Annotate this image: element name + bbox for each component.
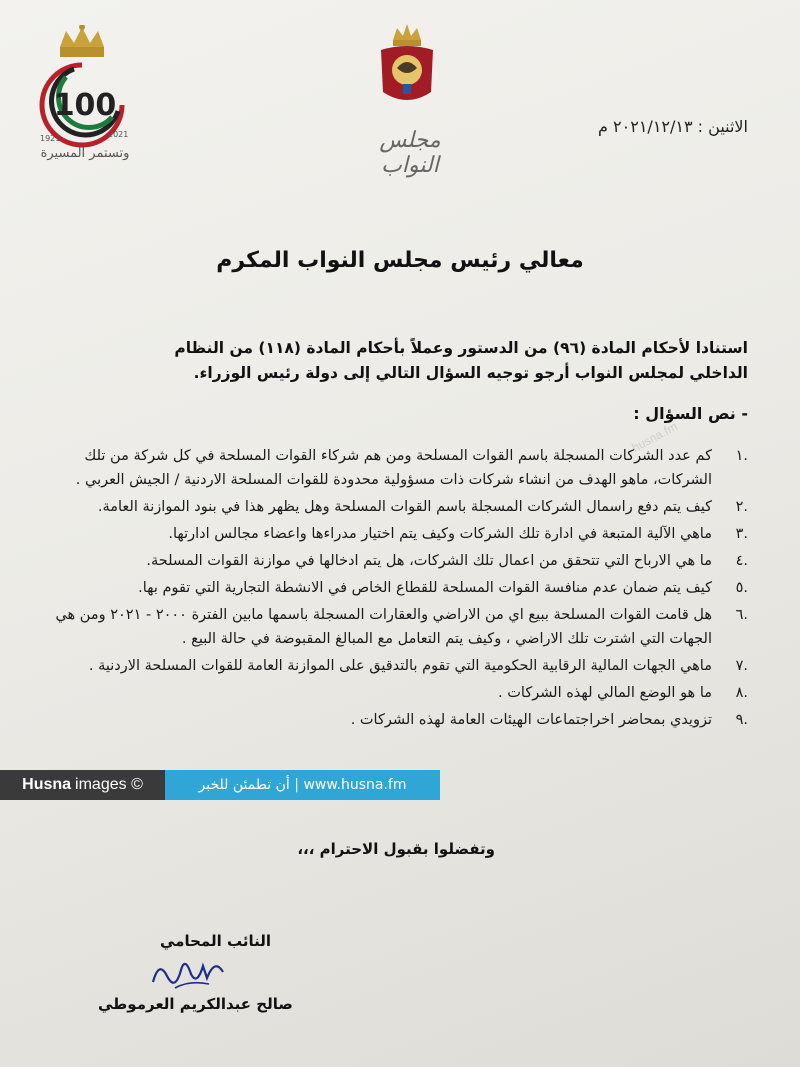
- question-number: .٣: [735, 526, 748, 542]
- question-text: ما هي الارباح التي تتحقق من اعمال تلك الشركات، هل يتم ادخالها في موازنة القوات المسلحة.: [146, 553, 712, 569]
- question-text: كيف يتم ضمان عدم منافسة القوات المسلحة للقطاع الخاص في الانشطة التجارية التي تقوم بها.: [138, 580, 712, 596]
- brand-bold: Husna: [22, 776, 72, 793]
- question-item: [48, 495, 748, 519]
- question-text: ماهي الآلية المتبعة في ادارة تلك الشركات وكيف يتم اختيار مدراءها واعضاء مجالس ادارتها.: [168, 526, 712, 542]
- signature-title: النائب المحامي: [160, 932, 271, 950]
- husna-strip: أن تطمئن للخبر | www.husna.fm: [165, 770, 440, 800]
- question-number: .٩: [735, 712, 748, 728]
- question-text: هل قامت القوات المسلحة ببيع اي من الاراضي والعقارات المسجلة باسمها مابين الفترة ٢٠٠٠ - ٢٠٢١ ومن هي الجهات التي اشترت تلك الاراضي ، وكيف يتم التعامل مع المبالغ المقبوضة في حالة البيع .: [55, 607, 712, 647]
- letter-date: الاثنين : ٢٠٢١/١٢/١٣ م: [598, 117, 748, 136]
- question-text: تزويدي بمحاضر اخراجتماعات الهيئات العامة لهذه الشركات .: [350, 712, 712, 728]
- closing-line: وتفضلوا بقبول الاحترام ،،،: [297, 840, 495, 858]
- handwritten-signature: [145, 952, 230, 992]
- question-number: .٧: [735, 658, 748, 674]
- question-item: [48, 522, 748, 546]
- faint-watermark: husna.fm: [629, 419, 680, 455]
- question-number: .٥: [735, 580, 748, 596]
- question-text: ماهي الجهات المالية الرقابية الحكومية التي تقوم بالتدقيق على الموازنة العامة للقوات المسلحة الاردنية .: [88, 658, 712, 674]
- signature-name: صالح عبدالكريم العرموطي: [98, 995, 293, 1013]
- husna-brand: [0, 770, 165, 800]
- logo-tagline: وتستمر المسيرة: [40, 146, 130, 161]
- question-number: .٦: [735, 607, 748, 623]
- husna-watermark-banner: [0, 770, 440, 800]
- intro-line-2: الداخلي لمجلس النواب أرجو توجيه السؤال التالي إلى دولة رئيس الوزراء.: [193, 364, 748, 382]
- question-item: [48, 549, 748, 573]
- question-item: [48, 681, 748, 705]
- parliament-signature-mark: مجلس النواب: [379, 128, 441, 178]
- intro-line-1: استنادا لأحكام المادة (٩٦) من الدستور وعملاً بأحكام المادة (١١٨) من النظام: [174, 339, 748, 357]
- question-item: [48, 444, 748, 492]
- question-number: .٨: [735, 685, 748, 701]
- question-number: .٤: [735, 553, 748, 569]
- question-label: - نص السؤال :: [633, 404, 748, 423]
- question-list: [48, 444, 748, 735]
- intro-paragraph: [48, 336, 748, 386]
- crown-icon: [60, 25, 104, 57]
- question-number: .١: [735, 448, 748, 464]
- logo-number: 100: [53, 88, 117, 123]
- logo-year-end: 2021: [108, 130, 129, 139]
- question-item: [48, 603, 748, 651]
- logo-year-start: 1921: [40, 134, 61, 143]
- brand-light: images ©: [75, 776, 143, 793]
- question-text: ما هو الوضع المالي لهذه الشركات .: [498, 685, 712, 701]
- addressee-heading: معالي رئيس مجلس النواب المكرم: [216, 248, 584, 273]
- question-text: كيف يتم دفع راسمال الشركات المسجلة باسم القوات المسلحة وهل يظهر هذا في بنود الموازنة العامة.: [97, 499, 712, 515]
- question-text: كم عدد الشركات المسجلة باسم القوات المسلحة ومن هم شركاء القوات المسلحة في كل شركة من تلك الشركات، ماهو الهدف من انشاء شركات ذات مسؤولية محدودة للقوات المسلحة الاردنية / الجيش العربي .: [75, 448, 712, 488]
- royal-crest-icon: [375, 22, 439, 108]
- centennial-logo: [22, 25, 142, 165]
- question-number: .٢: [735, 499, 748, 515]
- question-item: [48, 708, 748, 732]
- question-item: [48, 576, 748, 600]
- question-item: [48, 654, 748, 678]
